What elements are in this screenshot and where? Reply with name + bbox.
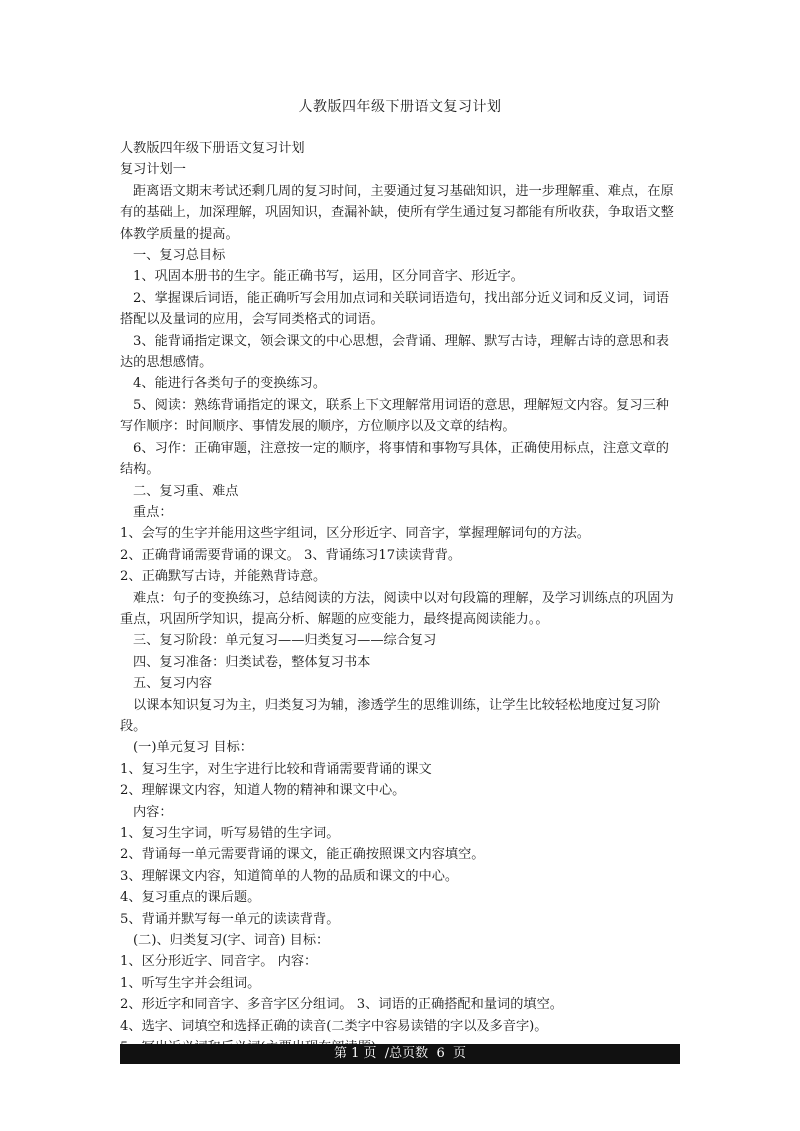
page-footer [120, 1044, 680, 1064]
section-heading: 三、复习阶段：单元复习——归类复习——综合复习 [133, 633, 437, 649]
section-heading: 四、复习准备：归类试卷，整体复习书本 [133, 654, 371, 670]
doc-heading: 人教版四年级下册语文复习计划 [120, 141, 305, 156]
list-item: 2、正确背诵需要背诵的课文。 3、背诵练习17读读背背。 [120, 547, 462, 563]
intro-paragraph: 距离语文期末考试还剩几周的复习时间，主要通过复习基础知识，进一步理解重、难点，在原有的基础上，加深理解，巩固知识，查漏补缺，使所有学生通过复习都能有所收获，争取语文整体教学质量的提高。 [120, 183, 674, 242]
list-item: 2、背诵每一单元需要背诵的课文，能正确按照课文内容填空。 [120, 847, 485, 863]
subheading: 重点： [133, 504, 173, 520]
content-paragraph: 以课本知识复习为主，归类复习为辅，渗透学生的思维训练，让学生比较轻松地度过复习阶段。 [120, 697, 661, 734]
list-item: 1、巩固本册书的生字。能正确书写，运用，区分同音字、形近字。 [133, 269, 524, 285]
section-heading: 二、复习重、难点 [133, 483, 239, 499]
subheading: (一)单元复习 目标： [133, 740, 253, 756]
list-item: 1、听写生字并会组词。 [120, 975, 261, 991]
doc-subheading: 复习计划一 [120, 162, 186, 178]
list-item: 2、掌握课后词语，能正确听写会用加点词和关联词语造句，找出部分近义词和反义词，词语搭配以及量词的应用，会写同类格式的词语。 [120, 290, 669, 328]
list-item: 1、复习生字词，听写易错的生字词。 [120, 826, 340, 841]
section-heading: 五、复习内容 [133, 676, 213, 692]
list-item: 2、形近字和同音字、多音字区分组词。 3、词语的正确搭配和量词的填空。 [120, 997, 563, 1013]
list-item: 6、习作：正确审题，注意按一定的顺序，将事情和事物写具体，正确使用标点，注意文章的结构。 [120, 440, 669, 478]
section-heading: 一、复习总目标 [133, 248, 226, 264]
subheading: (二)、归类复习(字、词音) 目标： [133, 933, 330, 949]
list-item: 3、能背诵指定课文，领会课文的中心思想，会背诵、理解、默写古诗，理解古诗的意思和表达的思想感情。 [120, 333, 669, 371]
page-number-label: 第 1 页 /总页数 6 页 [334, 1046, 466, 1061]
list-item: 4、复习重点的课后题。 [120, 890, 261, 906]
page-header-title: 人教版四年级下册语文复习计划 [298, 99, 502, 115]
list-item: 3、理解课文内容，知道简单的人物的品质和课文的中心。 [120, 868, 459, 884]
list-item: 1、复习生字，对生字进行比较和背诵需要背诵的课文 [120, 761, 432, 777]
difficulty-paragraph: 难点：句子的变换练习，总结阅读的方法，阅读中以对句段篇的理解，及学习训练点的巩固为重点，巩固所学知识，提高分析、解题的应变能力，最终提高阅读能力。。 [120, 590, 674, 627]
list-item: 2、理解课文内容，知道人物的精神和课文中心。 [120, 783, 406, 799]
list-item: 4、选字、词填空和选择正确的读音(二类字中容易读错的字以及多音字)。 [120, 1018, 548, 1034]
list-item: 4、能进行各类句子的变换练习。 [133, 376, 327, 392]
document-body [120, 138, 680, 1058]
list-item: 5、阅读：熟练背诵指定的课文，联系上下文理解常用词语的意思，理解短文内容。复习三种写作顺序：时间顺序、事情发展的顺序，方位顺序以及文章的结构。 [120, 397, 669, 435]
list-item: 5、背诵并默写每一单元的读读背背。 [120, 911, 340, 927]
list-item: 1、会写的生字并能用这些字组词，区分形近字、同音字，掌握理解词句的方法。 [120, 526, 590, 542]
list-item: 2、正确默写古诗，并能熟背诗意。 [120, 569, 327, 585]
list-item: 1、区分形近字、同音字。 内容： [120, 954, 318, 970]
subheading: 内容： [133, 804, 173, 820]
